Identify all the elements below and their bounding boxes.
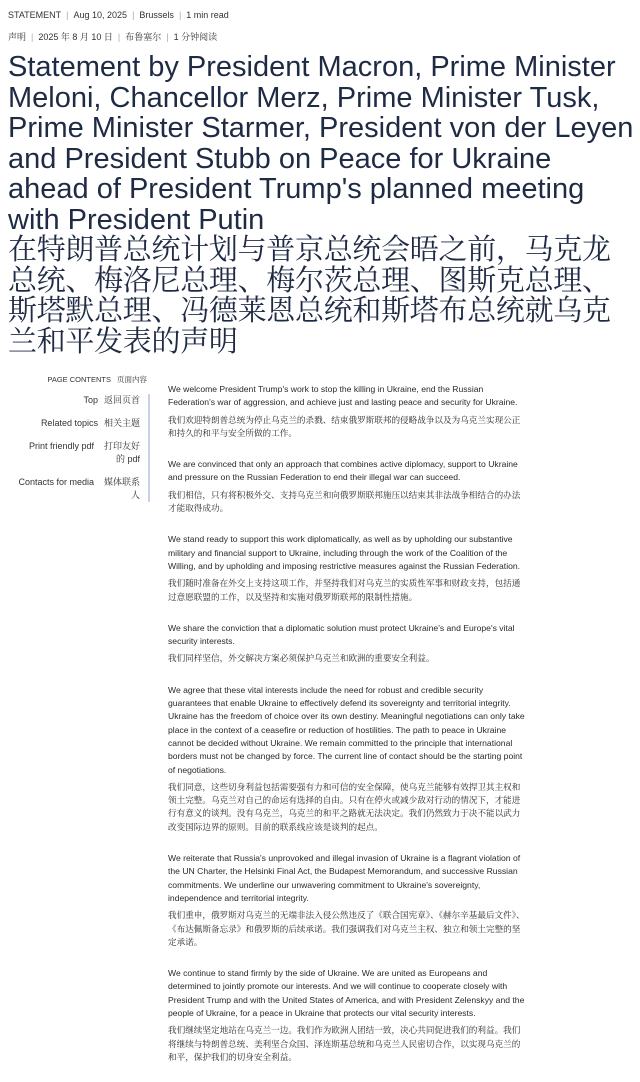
page-title-en: Statement by President Macron, Prime Minister Meloni, Chancellor Merz, Prime Minister Tusk, Prime Minister Starmer, President von der Leyen and President Stubb on Peace for Ukraine ahead of President Trump's planned meeting with President Putin	[8, 51, 634, 236]
paragraph-zh: 我们随时准备在外交上支持这项工作，并坚持我们对乌克兰的实质性军事和财政支持，包括通过意愿联盟的工作，以及坚持和实施对俄罗斯联邦的限制性措施。	[168, 578, 521, 602]
page-contents-list	[8, 394, 150, 502]
toc-link-label-en: Related topics	[40, 418, 98, 428]
paragraph-zh: 我们重申，俄罗斯对乌克兰的无端非法入侵公然违反了《联合国宪章》、《赫尔辛基最后文件》、《布达佩斯备忘录》和俄罗斯的后续承诺。我们强调我们对乌克兰主权、独立和领土完整的坚定承诺。	[168, 910, 525, 947]
toc-link-top[interactable]	[8, 394, 140, 407]
toc-link-label-en: Print friendly pdf	[28, 441, 94, 451]
paragraph-zh: 我们欢迎特朗普总统为停止乌克兰的杀戮、结束俄罗斯联邦的侵略战争以及为乌克兰实现公正和持久的和平与安全所做的工作。	[168, 414, 521, 438]
meta-type: STATEMENT	[8, 10, 62, 20]
paragraph-zh: 我们同意，这些切身利益包括需要强有力和可信的安全保障，使乌克兰能够有效捍卫其主权和领土完整。乌克兰对自己的命运有选择的自由。只有在停火或减少敌对行动的情况下，才能进行有意义的谈判。没有乌克兰，乌克兰的和平之路就无法决定。我们仍然致力于决不能以武力改变国际边界的原则。目前的联系线应该是谈判的起点。	[168, 781, 521, 832]
toc-link-related-topics[interactable]	[8, 417, 140, 430]
paragraph-en: We agree that these vital interests include the need for robust and credible security guarantees that enable Ukraine to effectively defend its sovereignty and territorial integrity. Ukraine has the freedom of choice over its own destiny. Meaningful negotiations can only take place in the context of a ceasefire or reduction of hostilities. The path to peace in Ukraine cannot be decided without Ukraine. We remain committed to the principle that international borders must not be changed by force. The current line of contact should be the starting point of negotiations.	[168, 684, 525, 775]
meta-line-en: STATEMENT | Aug 10, 2025 | Brussels | 1 min read	[8, 10, 229, 20]
toc-link-label-zh: 打印友好的 pdf	[103, 441, 140, 464]
meta-date: Aug 10, 2025	[73, 10, 128, 20]
meta-location: Brussels	[139, 10, 174, 20]
paragraph-en: We welcome President Trump's work to stop the killing in Ukraine, end the Russian Federation's war of aggression, and achieve just and lasting peace and security for Ukraine.	[168, 384, 518, 408]
paragraph-en: We share the conviction that a diplomatic solution must protect Ukraine's and Europe's vital security interests.	[168, 622, 515, 647]
paragraph-en: We stand ready to support this work diplomatically, as well as by upholding our substantive military and financial support to Ukraine, including through the work of the Coalition of the Willing, and by upholding and imposing restrictive measures against the Russian Federation.	[168, 534, 521, 571]
paragraph-zh: 我们相信，只有将积极外交、支持乌克兰和向俄罗斯联邦施压以结束其非法战争相结合的办法才能取得成功。	[168, 489, 521, 514]
toc-link-print-pdf[interactable]	[8, 440, 140, 466]
toc-link-label-zh: 相关主题	[103, 418, 140, 428]
meta-line-zh: 声明 | 2025 年 8 月 10 日 | 布鲁塞尔 | 1 分钟阅读	[8, 32, 218, 42]
page-contents-heading-zh: 页面内容	[117, 375, 147, 384]
toc-link-label-zh: 返回页首	[103, 395, 140, 405]
meta-date-zh: 2025 年 8 月 10 日	[38, 32, 113, 42]
toc-link-label-en: Contacts for media	[18, 477, 94, 487]
page-title-zh: 在特朗普总统计划与普京总统会晤之前，马克龙总统、梅洛尼总理、梅尔茨总理、图斯克总理、斯塔默总理、冯德莱恩总统和斯塔布总统就乌克兰和平发表的声明	[8, 234, 611, 358]
toc-link-media-contacts[interactable]	[8, 476, 140, 502]
meta-type-zh: 声明	[8, 32, 27, 42]
paragraph-zh: 我们同样坚信，外交解决方案必须保护乌克兰和欧洲的重要安全利益。	[168, 653, 435, 664]
toc-link-label-zh: 媒体联系人	[103, 477, 140, 500]
toc-link-label-en: Top	[83, 395, 98, 405]
page-contents-nav	[8, 374, 150, 512]
meta-read-time: 1 min read	[186, 10, 229, 20]
paragraph-zh: 我们继续坚定地站在乌克兰一边。我们作为欧洲人团结一致，决心共同促进我们的利益。我们将继续与特朗普总统、美利坚合众国、泽连斯基总统和乌克兰人民密切合作，以实现乌克兰的和平，保护我们的切身安全利益。	[168, 1025, 521, 1062]
paragraph-en: We continue to stand firmly by the side of Ukraine. We are united as Europeans and determined to jointly promote our interests. And we will continue to cooperate closely with President Trump and with the United States of America, and with President Zelenskyy and the people of Ukraine, for a peace in Ukraine that protects our vital security interests.	[168, 968, 525, 1018]
meta-read-time-zh: 1 分钟阅读	[173, 32, 218, 42]
statement-body	[168, 383, 528, 1082]
meta-location-zh: 布鲁塞尔	[125, 32, 162, 42]
paragraph-en: We are convinced that only an approach that combines active diplomacy, support to Ukraine and pressure on the Russian Federation to end their illegal war can succeed.	[168, 459, 518, 483]
page-contents-heading	[8, 374, 150, 385]
page-contents-heading-en: PAGE CONTENTS	[47, 375, 111, 384]
paragraph-en: We reiterate that Russia's unprovoked and illegal invasion of Ukraine is a flagrant violation of the UN Charter, the Helsinki Final Act, the Budapest Memorandum, and successive Russian commitments. We underline our unwavering commitment to Ukraine's sovereignty, independence and territorial integrity.	[168, 853, 521, 903]
